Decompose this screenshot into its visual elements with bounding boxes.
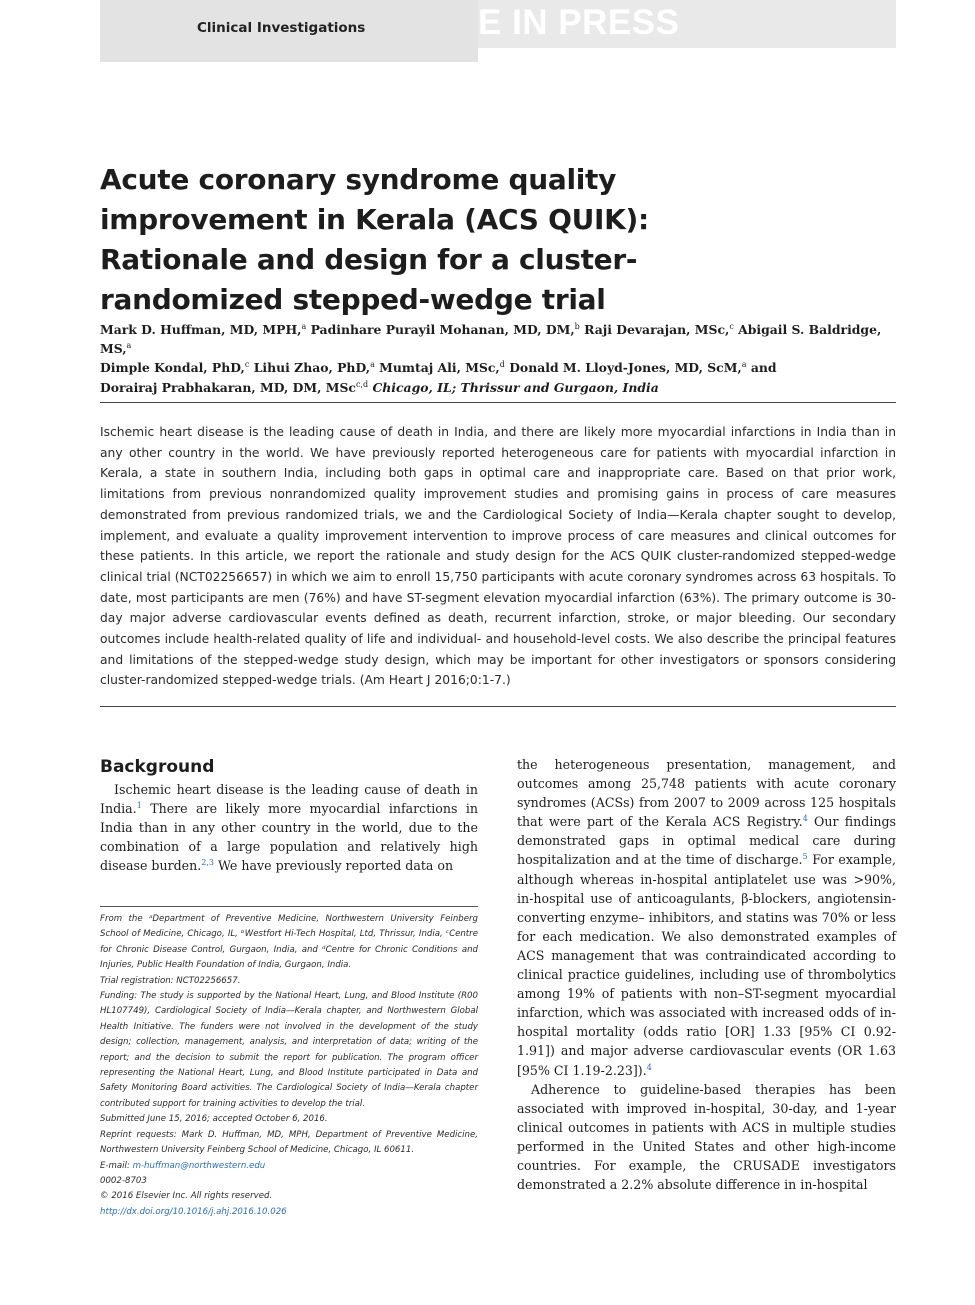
author-name: Lihui Zhao, PhD,: [253, 360, 371, 376]
doi-link[interactable]: http://dx.doi.org/10.1016/j.ahj.2016.10.026: [100, 1206, 287, 1217]
author-affiliation: d: [499, 360, 505, 370]
body-paragraph: Adherence to guideline-based therapies has been associated with improved in-hospital, 30-day, and 1-year clinical outcomes in patients with ACS in multiple studies performed in the United States and other high-income countries. For example, the CRUSADE investigators demonstrated a 2.2% absolute difference in in-hospital: [517, 1081, 896, 1193]
citation-link[interactable]: 4: [646, 1062, 652, 1072]
background-heading: Background: [100, 757, 215, 777]
author-name: Padinhare Purayil Mohanan, MD, DM,: [310, 322, 575, 337]
author-affiliation: a: [301, 321, 307, 331]
issn: 0002-8703: [100, 1175, 147, 1186]
citation-link[interactable]: 2,3: [201, 858, 214, 868]
author-name: Mumtaj Ali, MSc,: [379, 360, 500, 376]
left-column: [100, 780, 478, 875]
author-affiliation: a: [126, 341, 132, 351]
submission-dates: Submitted June 15, 2016; accepted October 6, 2016.: [100, 1114, 328, 1125]
abstract: Ischemic heart disease is the leading cause of death in India, and there are likely more myocardial infarctions in India than in any other country in the world. We have previously reported heterogeneous care for patients with myocardial infarction in Kerala, a state in southern India, including both gaps in optimal care and inappropriate care. Based on that prior work, limitations from previous nonrandomized quality improvement studies and promising gains in process of care measures demonstrated from previous randomized trials, we and the Cardiological Society of India—Kerala chapter sought to develop, implement, and evaluate a quality improvement intervention to improve process of care measures and clinical outcomes for these patients. In this article, we report the rationale and study design for the ACS QUIK cluster-randomized stepped-wedge clinical trial (NCT02256657) in which we aim to enroll 15,750 participants with acute coronary syndromes across 63 hospitals. To date, most participants are men (76%) and have ST-segment elevation myocardial infarction (63%). The primary outcome is 30-day major adverse cardiovascular events defined as death, recurrent infarction, stroke, or major bleeding. Our secondary outcomes include health-related quality of life and individual- and household-level costs. We also describe the principal features and limitations of the stepped-wedge study design, which may be important for other investigators or sponsors considering cluster-randomized stepped-wedge trials. (Am Heart J 2016;0:1-7.): [100, 425, 896, 688]
author-affiliation: b: [574, 321, 580, 331]
author-line-3: [100, 378, 900, 397]
author-name: Abigail S. Baldridge, MS,: [100, 322, 882, 357]
author-locations: Chicago, IL; Thrissur and Gurgaon, India: [372, 379, 659, 395]
citation-link[interactable]: 4: [802, 814, 808, 824]
footnote-rule: [100, 906, 478, 907]
author-name: Donald M. Lloyd-Jones, MD, ScM,: [509, 360, 742, 376]
affiliations-note: From the ᵃDepartment of Preventive Medicine, Northwestern University Feinberg School of Medicine, Chicago, IL, ᵇWestfort Hi-Tech Hospital, Ltd, Thrissur, India, ᶜCentre for Chronic Disease Control, Gurgaon, India, and ᵈCentre for Chronic Conditions and Injuries, Public Health Foundation of India, Gurgaon, India.: [100, 914, 478, 971]
citation-link[interactable]: 1: [136, 800, 142, 810]
trial-registration-note: Trial registration: NCT02256657.: [100, 975, 241, 986]
section-label-box: [100, 0, 478, 62]
reprint-requests: Reprint requests: Mark D. Huffman, MD, MPH, Department of Preventive Medicine, Northwestern University Feinberg School of Medicine, Chicago, IL 60611.: [100, 1129, 478, 1156]
section-label: Clinical Investigations: [197, 20, 366, 36]
abstract-top-rule: [100, 402, 896, 403]
email-note: [100, 1159, 478, 1174]
email-label: E-mail:: [100, 1160, 130, 1171]
body-paragraph: the heterogeneous presentation, management, and outcomes among 25,748 patients with acute coronary syndromes (ACSs) from 2007 to 2009 across 125 hospitals that were part of the Kerala ACS Registry.$^4$ Our findings demonstrated gaps in optimal medical care during hospitalization and at the time of discharge.$^5$ For example, although whereas in-hospital antiplatelet use was >90%, in-hospital use of anticoagulants, β-blockers, angiotensin-converting enzyme– inhibitors, and statins was 70% or less for each medication. We also demonstrated examples of ACS management that was contraindicated according to clinical practice guidelines, including use of thrombolytics among 19% of patients with non–ST-segment myocardial infarction, which was associated with increased odds of in-hospital mortality (odds ratio [OR] 1.33 [95% CI 0.92-1.91]) and major adverse cardiovascular events (OR 1.63 [95% CI 1.19-2.23]).$^4$: [517, 757, 896, 1078]
author-conjunction: and: [750, 360, 777, 376]
author-list: [100, 320, 900, 397]
author-line-2: [100, 358, 900, 377]
author-name: Dimple Kondal, PhD,: [100, 360, 245, 376]
author-affiliation: a: [370, 360, 375, 370]
funding-note: Funding: The study is supported by the National Heart, Lung, and Blood Institute (R00 HL107749), Cardiological Society of India—Kerala chapter, and Northwestern Global Health Initiative. The funders were not involved in the development of the study design; collection, management, analysis, and interpretation of data; writing of the report; and the decision to submit the report for publication. The program officer representing the National Heart, Lung, and Blood Institute participated in Data and Safety Monitoring Board activities. The Cardiological Society of India—Kerala chapter contributed support for training activities to develop the trial.: [100, 991, 478, 1109]
background-paragraph: Ischemic heart disease is the leading cause of death in India.$^1$ There are likely more myocardial infarctions in India than in any other country in the world, due to the combination of a large population and relatively high disease burden.$^{2,3}$ We have previously reported data on: [100, 782, 478, 874]
author-affiliation: c: [729, 321, 734, 331]
abstract-bottom-rule: [100, 706, 896, 707]
email-link[interactable]: m-huffman@northwestern.edu: [132, 1160, 266, 1171]
author-name: Dorairaj Prabhakaran, MD, DM, MSc: [100, 379, 356, 395]
author-affiliation: c,d: [355, 379, 369, 389]
citation-link[interactable]: 5: [802, 852, 808, 862]
author-name: Mark D. Huffman, MD, MPH,: [100, 322, 302, 337]
footnotes: [100, 912, 478, 1220]
author-affiliation: a: [741, 360, 747, 370]
right-column: [517, 755, 896, 1194]
author-line-1: [100, 320, 900, 358]
article-in-press-watermark: E IN PRESS: [478, 3, 680, 42]
author-affiliation: c: [244, 360, 250, 370]
article-title: Acute coronary syndrome quality improvement in Kerala (ACS QUIK): Rationale and design for a cluster-randomized stepped-wedge trial: [100, 163, 649, 316]
author-name: Raji Devarajan, MSc,: [584, 322, 730, 337]
copyright: © 2016 Elsevier Inc. All rights reserved.: [100, 1191, 273, 1202]
